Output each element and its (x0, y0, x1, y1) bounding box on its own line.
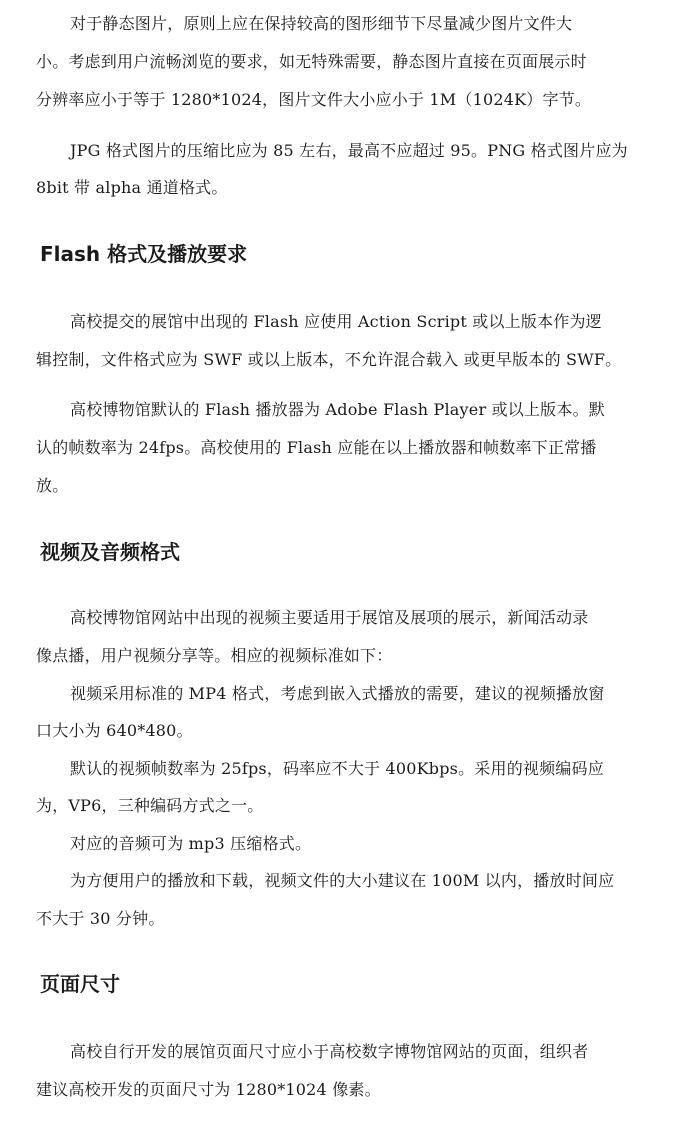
text-line: 分辨率应小于等于 1280*1024，图片文件大小应小于 1M（1024K）字节。 (36, 90, 592, 109)
text-line: 高校博物馆默认的 Flash 播放器为 Adobe Flash Player 或以上版本。默 (70, 400, 605, 419)
text-line: 为，VP6，三种编码方式之一。 (36, 796, 264, 815)
text-line: 对应的音频可为 mp3 压缩格式。 (70, 834, 312, 853)
text-line: 对于静态图片，原则上应在保持较高的图形细节下尽量减少图片文件大 (70, 14, 573, 33)
text-line: 口大小为 640*480。 (36, 721, 193, 740)
text-line: 辑控制，文件格式应为 SWF 或以上版本，不允许混合载入 或更早版本的 SWF。 (36, 350, 622, 369)
text-line: 小。考虑到用户流畅浏览的要求，如无特殊需要，静态图片直接在页面展示时 (36, 52, 587, 71)
text-line: 为方便用户的播放和下载，视频文件的大小建议在 100M 以内，播放时间应 (70, 871, 615, 890)
section-heading-flash: Flash 格式及播放要求 (40, 242, 248, 266)
text-line: 高校自行开发的展馆页面尺寸应小于高校数字博物馆网站的页面，组织者 (70, 1042, 589, 1061)
section-heading-video-audio: 视频及音频格式 (40, 540, 180, 564)
text-line: 视频采用标准的 MP4 格式，考虑到嵌入式播放的需要，建议的视频播放窗 (70, 684, 605, 703)
text-line: 8bit 带 alpha 通道格式。 (36, 178, 228, 197)
text-line: JPG 格式图片的压缩比应为 85 左右，最高不应超过 95。PNG 格式图片应为 (70, 141, 628, 160)
text-line: 认的帧数率为 24fps。高校使用的 Flash 应能在以上播放器和帧数率下正常播 (36, 438, 597, 457)
text-line: 建议高校开发的页面尺寸为 1280*1024 像素。 (36, 1080, 381, 1099)
text-line: 不大于 30 分钟。 (36, 909, 165, 928)
text-line: 默认的视频帧数率为 25fps，码率应不大于 400Kbps。采用的视频编码应 (70, 759, 604, 778)
section-heading-page-size: 页面尺寸 (40, 972, 120, 996)
text-line: 高校提交的展馆中出现的 Flash 应使用 Action Script 或以上版本作为逻 (70, 312, 602, 331)
text-line: 高校博物馆网站中出现的视频主要适用于展馆及展项的展示，新闻活动录 (70, 608, 589, 627)
text-line: 放。 (36, 476, 69, 495)
text-line: 像点播，用户视频分享等。相应的视频标准如下： (36, 646, 393, 665)
